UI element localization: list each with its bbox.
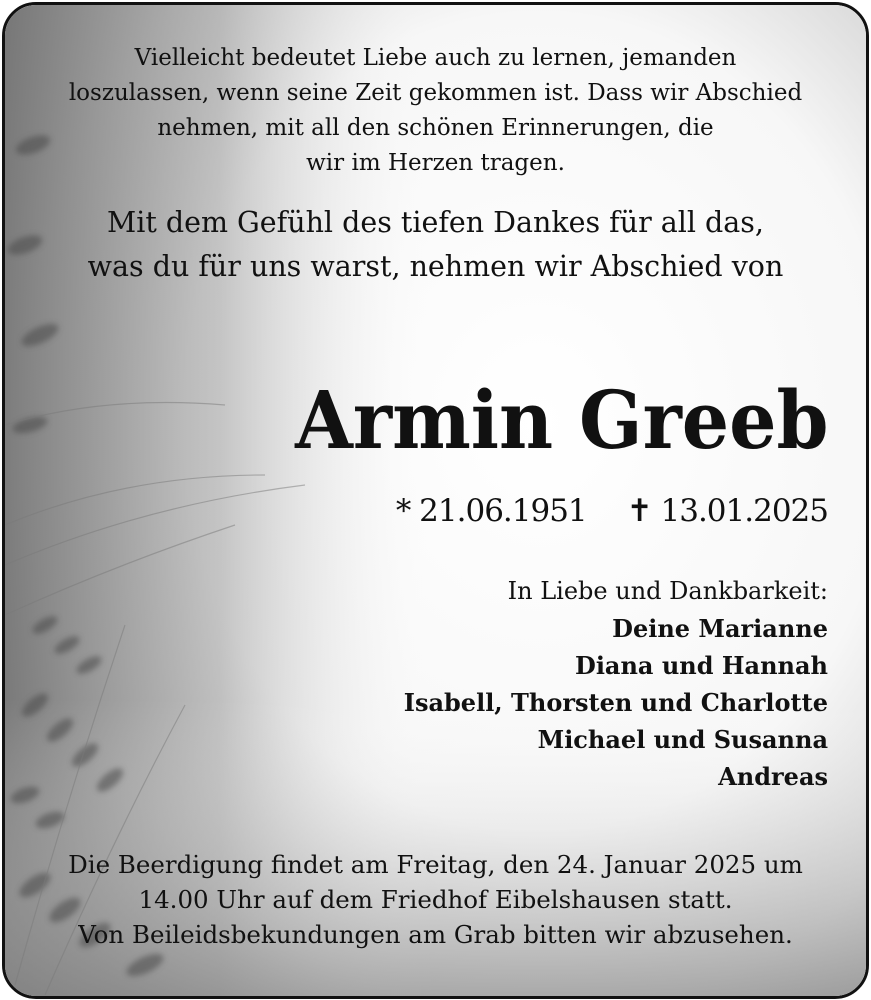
mourner-name: Diana und Hannah: [575, 651, 828, 680]
intro-line: Mit dem Gefühl des tiefen Dankes für all das,: [107, 206, 764, 239]
quote-line: wir im Herzen tragen.: [306, 150, 565, 176]
life-dates: [396, 489, 828, 533]
memorial-quote: [5, 41, 866, 181]
mourner-name: Michael und Susanna: [537, 725, 828, 754]
funeral-notice: [5, 847, 866, 952]
funeral-line: Von Beileidsbekundungen am Grab bitten wir abzusehen.: [78, 920, 793, 949]
deceased-name: Armin Greeb: [294, 373, 828, 467]
death-date: ✝ 13.01.2025: [626, 493, 828, 529]
intro-line: was du für uns warst, nehmen wir Abschied von: [87, 250, 784, 283]
funeral-line: Die Beerdigung findet am Freitag, den 24. Januar 2025 um: [68, 850, 803, 879]
mourners-list: [404, 573, 828, 795]
quote-line: Vielleicht bedeutet Liebe auch zu lernen, jemanden: [134, 45, 737, 71]
mourner-name: Isabell, Thorsten und Charlotte: [403, 688, 828, 717]
birth-date: * 21.06.1951: [395, 493, 587, 529]
farewell-intro: [5, 201, 866, 289]
mourner-name: Andreas: [718, 762, 828, 791]
quote-line: nehmen, mit all den schönen Erinnerungen, die: [157, 115, 714, 141]
quote-line: loszulassen, wenn seine Zeit gekommen ist. Dass wir Abschied: [68, 80, 803, 106]
obituary-card: [2, 2, 869, 999]
mourners-heading: In Liebe und Dankbarkeit:: [507, 577, 828, 605]
funeral-line: 14.00 Uhr auf dem Friedhof Eibelshausen statt.: [138, 885, 733, 914]
mourner-name: Deine Marianne: [612, 614, 828, 643]
